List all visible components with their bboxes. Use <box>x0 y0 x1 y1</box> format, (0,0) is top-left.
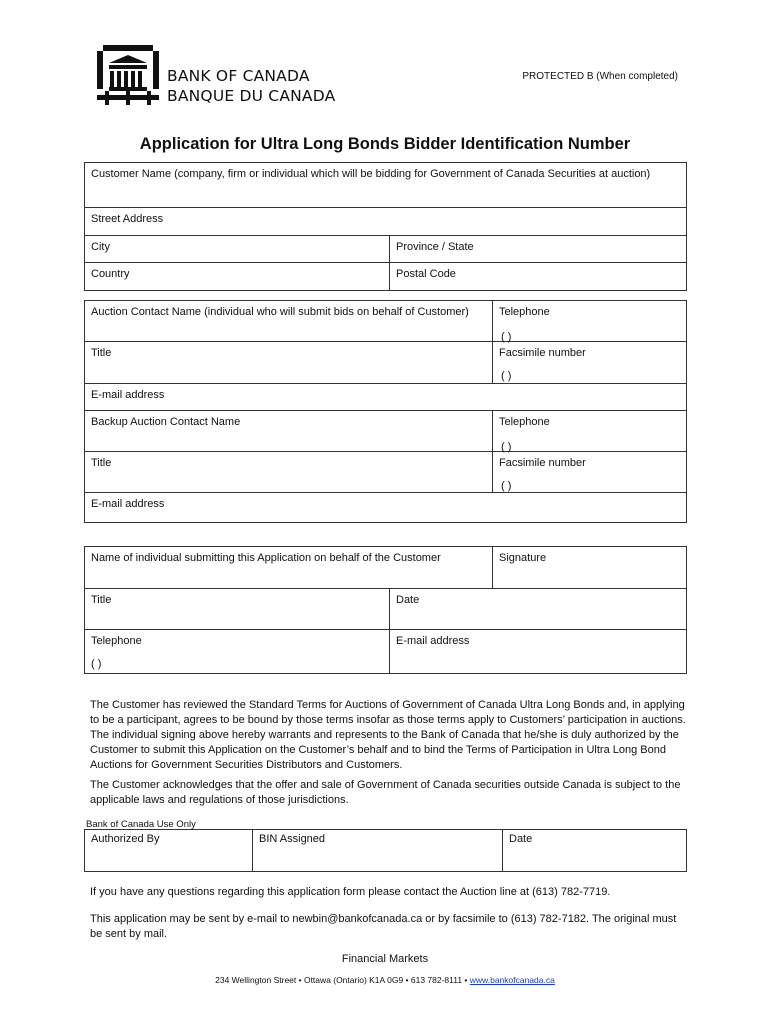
authorized-by-label: Authorized By <box>91 833 160 845</box>
submitter-title-label: Title <box>91 594 112 606</box>
street-address-field[interactable] <box>85 208 686 236</box>
country-field[interactable] <box>85 263 389 290</box>
bank-use-section <box>84 829 687 872</box>
backup-fax-label: Facsimile number <box>499 457 586 469</box>
bank-date-field[interactable] <box>502 830 686 871</box>
bank-name-en: BANK OF CANADA <box>167 67 310 85</box>
backup-fax-field[interactable] <box>492 452 686 492</box>
bank-name-fr: BANQUE DU CANADA <box>167 87 336 105</box>
send-instructions: This application may be sent by e-mail to newbin@bankofcanada.ca or by facsimile to (613) 782-7182. The original must be sent by mail. <box>90 913 677 940</box>
submitter-telephone-label: Telephone <box>91 635 142 647</box>
bank-building-icon <box>97 45 159 105</box>
signature-label: Signature <box>499 552 547 564</box>
customer-name-field[interactable] <box>85 163 686 208</box>
bank-use-heading: Bank of Canada Use Only <box>86 819 196 830</box>
contact-title-field[interactable] <box>85 342 492 383</box>
bank-logo <box>97 45 367 107</box>
backup-email-label: E-mail address <box>91 498 165 510</box>
backup-title-label: Title <box>91 457 112 469</box>
protected-notice: PROTECTED B (When completed) <box>522 71 678 82</box>
signature-field[interactable] <box>492 547 686 588</box>
backup-email-field[interactable] <box>85 493 686 522</box>
backup-telephone-area-code: ( ) <box>501 441 512 453</box>
province-field[interactable] <box>389 236 686 262</box>
contact-fax-label: Facsimile number <box>499 347 586 359</box>
auction-contact-field[interactable] <box>85 301 492 341</box>
street-address-label: Street Address <box>91 213 164 225</box>
authorized-by-field[interactable] <box>85 830 252 871</box>
submitter-telephone-field[interactable] <box>85 630 389 673</box>
city-label: City <box>91 241 110 253</box>
bin-assigned-label: BIN Assigned <box>259 833 326 845</box>
submitter-email-field[interactable] <box>389 630 686 673</box>
submitter-email-label: E-mail address <box>396 635 470 647</box>
contact-email-label: E-mail address <box>91 389 165 401</box>
auction-contact-label: Auction Contact Name (individual who will submit bids on behalf of Customer) <box>91 306 469 318</box>
city-field[interactable] <box>85 236 389 262</box>
submitter-title-field[interactable] <box>85 589 389 629</box>
backup-contact-field[interactable] <box>85 411 492 451</box>
questions-text: If you have any questions regarding this application form please contact the Auction line at (613) 782-7719. <box>90 886 611 898</box>
backup-telephone-label: Telephone <box>499 416 550 428</box>
website-link[interactable]: www.bankofcanada.ca <box>469 975 555 985</box>
bin-assigned-field[interactable] <box>252 830 502 871</box>
bank-name <box>167 66 335 106</box>
fax-area-code: ( ) <box>501 370 512 382</box>
submitter-date-field[interactable] <box>389 589 686 629</box>
country-label: Country <box>91 268 130 280</box>
customer-name-label: Customer Name (company, firm or individual which will be bidding for Government of Canada Securities at auction) <box>91 168 651 180</box>
backup-title-field[interactable] <box>85 452 492 492</box>
footer-address-text: 234 Wellington Street • Ottawa (Ontario) K1A 0G9 • 613 782-8111 • <box>215 975 470 985</box>
footer-department: Financial Markets <box>341 953 429 965</box>
contact-fax-field[interactable] <box>492 342 686 383</box>
postal-code-field[interactable] <box>389 263 686 290</box>
submitter-telephone-area-code: ( ) <box>91 658 102 670</box>
submitter-name-field[interactable] <box>85 547 492 588</box>
bank-date-label: Date <box>509 833 533 845</box>
backup-telephone-field[interactable] <box>492 411 686 451</box>
postal-code-label: Postal Code <box>396 268 456 280</box>
submitter-date-label: Date <box>396 594 420 606</box>
telephone-area-code: ( ) <box>501 331 512 343</box>
submitter-name-label: Name of individual submitting this Application on behalf of the Customer <box>91 552 441 564</box>
contact-telephone-label: Telephone <box>499 306 550 318</box>
form-title: Application for Ultra Long Bonds Bidder Identification Number <box>139 135 631 153</box>
acknowledgement-paragraph: The Customer acknowledges that the offer and sale of Government of Canada securities outside Canada is subject to the applicable laws and regulations of those jurisdictions. <box>90 779 681 806</box>
terms-paragraph: The Customer has reviewed the Standard Terms for Auctions of Government of Canada Ultra Long Bonds and, in applying to be a participant, agrees to be bound by those terms insofar as those terms apply to Customers’ participation in auctions. The individual signing above hereby warrants and represents to the Bank of Canada that he/she is duly authorized by the Customer to submit this Application on the Customer’s behalf and to bind the Terms of Participation in Ultra Long Bond Auctions for Government Securities Distributors and Customers. <box>90 699 686 771</box>
province-label: Province / State <box>396 241 474 253</box>
contact-telephone-field[interactable] <box>492 301 686 341</box>
submitter-section <box>84 546 687 674</box>
contact-title-label: Title <box>91 347 112 359</box>
backup-fax-area-code: ( ) <box>501 480 512 492</box>
backup-contact-label: Backup Auction Contact Name <box>91 416 241 428</box>
footer-address <box>0 975 770 985</box>
customer-section <box>84 162 687 291</box>
contact-email-field[interactable] <box>85 384 686 411</box>
contact-section <box>84 300 687 523</box>
